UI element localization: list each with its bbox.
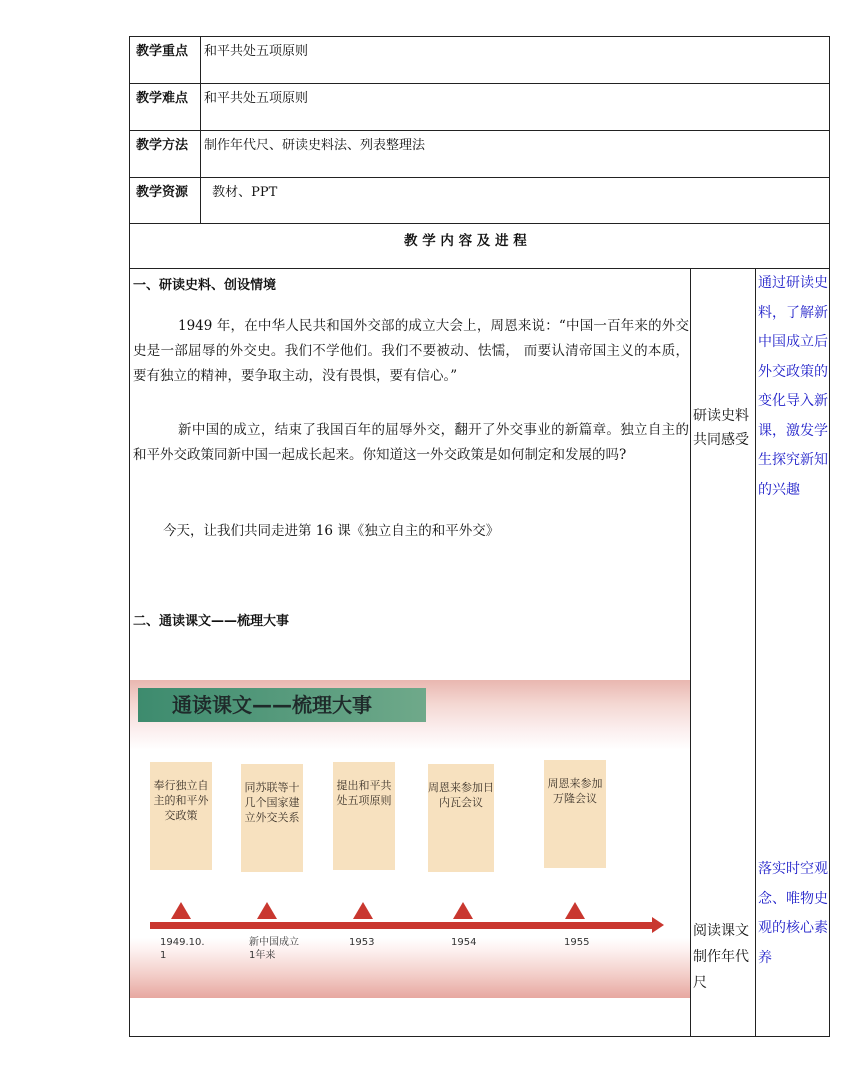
row-value-difficulty: 和平共处五项原则	[204, 91, 309, 106]
timeline-date: 1954	[451, 937, 477, 948]
content-column-divider	[690, 268, 691, 1036]
section1-title: 一、研读史料、创设情境	[133, 278, 277, 293]
table-border-top	[129, 36, 830, 37]
row-value-method: 制作年代尺、研读史料法、列表整理法	[204, 138, 426, 153]
timeline-date: 新中国成立1年来	[249, 937, 299, 961]
design-intent-2: 落实时空观念、唯物史观的核心素养	[758, 861, 828, 966]
timeline-date: 1949.10.1	[160, 937, 205, 961]
row-value-resources: 教材、PPT	[208, 185, 278, 200]
row-divider	[129, 177, 830, 178]
row-divider	[129, 268, 830, 269]
table-border-bottom	[129, 1036, 830, 1037]
paragraph-zhou-quote: 1949 年，在中华人民共和国外交部的成立大会上，周恩来说：“中国一百年来的外交史是一部屈辱的外交史。我们不学他们。我们不要被动、怯懦， 而要认清帝国主义的本质，要有独立的精神，要争取主动，没有畏惧，要有信心。”	[133, 318, 689, 384]
timeline-marker	[353, 902, 373, 919]
timeline-marker	[257, 902, 277, 919]
row-value-focus: 和平共处五项原则	[204, 44, 309, 59]
timeline-arrow-head	[652, 917, 664, 933]
timeline-marker	[453, 902, 473, 919]
row-label-resources: 教学资源	[136, 185, 189, 200]
activity-timeline: 阅读课文制作年代尺	[693, 923, 749, 991]
slide-title: 通读课文——梳理大事	[138, 688, 426, 722]
row-label-difficulty: 教学难点	[136, 91, 189, 106]
section2-title: 二、通读课文——梳理大事	[133, 614, 290, 629]
section-header: 教 学 内 容 及 进 程	[404, 233, 527, 249]
timeline-card: 奉行独立自主的和平外交政策	[150, 762, 212, 870]
activity-column-divider	[755, 268, 756, 1036]
timeline-date: 1953	[349, 937, 375, 948]
row-label-method: 教学方法	[136, 138, 189, 153]
timeline-marker	[565, 902, 585, 919]
timeline-arrow-shaft	[150, 922, 655, 929]
row-divider	[129, 130, 830, 131]
row-label-focus: 教学重点	[136, 44, 189, 59]
design-intent-1: 通过研读史料，了解新中国成立后外交政策的变化导入新课，激发学生探究新知的兴趣	[758, 275, 828, 498]
paragraph-new-china: 新中国的成立，结束了我国百年的屈辱外交，翻开了外交事业的新篇章。独立自主的和平外交政策同新中国一起成长起来。你知道这一外交政策是如何制定和发展的吗?	[133, 422, 689, 463]
timeline-slide-image	[130, 680, 690, 998]
timeline-marker	[171, 902, 191, 919]
timeline-card: 周恩来参加万隆会议	[544, 760, 606, 868]
label-column-divider	[200, 36, 201, 223]
timeline-card: 周恩来参加日内瓦会议	[428, 764, 494, 872]
timeline-date: 1955	[564, 937, 590, 948]
slide-bottom-texture	[130, 938, 690, 998]
activity-read-sources: 研读史料共同感受	[693, 408, 749, 448]
timeline-card: 提出和平共处五项原则	[333, 762, 395, 870]
paragraph-lesson-intro: 今天，让我们共同走进第 16 课《独立自主的和平外交》	[163, 523, 500, 539]
timeline-card: 同苏联等十几个国家建立外交关系	[241, 764, 303, 872]
row-divider	[129, 83, 830, 84]
row-divider	[129, 223, 830, 224]
